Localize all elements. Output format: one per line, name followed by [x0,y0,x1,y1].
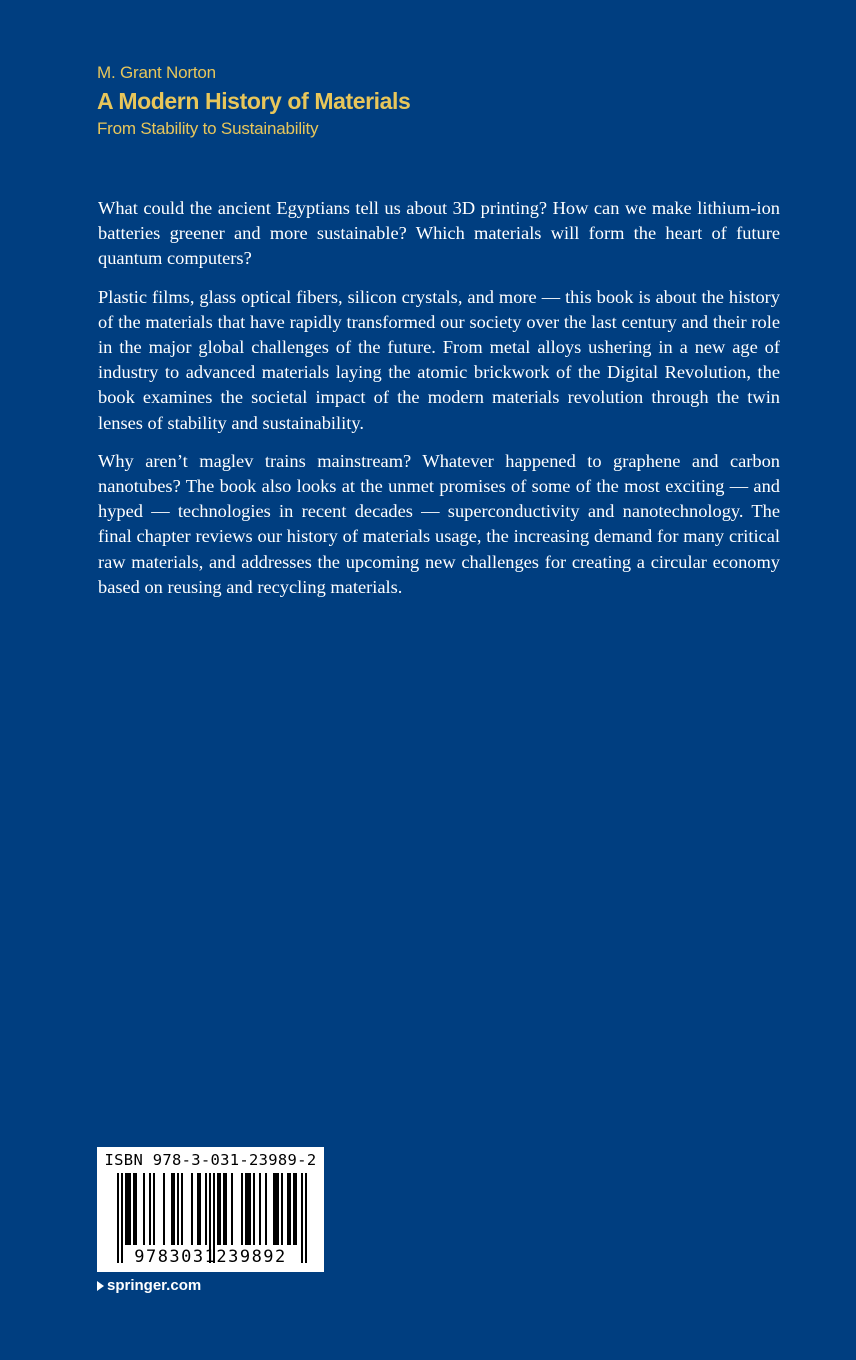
isbn-label: ISBN 978-3-031-23989-2 [104,1151,317,1169]
barcode-bar [231,1173,233,1245]
barcode-bar [275,1173,277,1245]
barcode-bar [245,1173,247,1245]
barcode-bar [181,1173,183,1245]
barcode-bar [277,1173,279,1245]
barcode-bar [259,1173,261,1245]
barcode-bar [153,1173,155,1245]
arrow-right-icon [97,1281,104,1291]
barcode-bar [253,1173,255,1245]
barcode-bar [133,1173,135,1245]
barcode-digits: 9783031239892 [134,1247,287,1267]
barcode-bar [125,1173,127,1245]
blurb-paragraph-1: What could the ancient Egyptians tell us about 3D printing? How can we make lithium-ion batteries greener and more sustainable? Which materials will form the heart of future quantum computers? [98,198,780,269]
barcode-bar [163,1173,165,1245]
barcode-bar [127,1173,129,1245]
barcode-bar [171,1173,173,1245]
blurb-paragraph-3: Why aren’t maglev trains mainstream? Whatever happened to graphene and carbon nanotubes? The book also looks at the unmet promises of some of the most exciting — and hyped — technologies in recent decades — superconductivity and nanotechnology. The final chapter reviews our history of materials usage, the increasing demand for many critical raw materials, and addresses the upcoming new challenges for creating a circular economy based on reusing and recycling materials. [98,450,780,597]
cover-header [97,62,777,141]
barcode-bar [247,1173,249,1245]
barcode-bar [289,1173,291,1245]
barcode-bar [273,1173,275,1245]
barcode-bar [129,1173,131,1245]
barcode-bar [219,1173,221,1245]
barcode-bar [295,1173,297,1245]
barcode-bar [217,1173,219,1245]
barcode-bar [223,1173,225,1245]
barcode-bar [241,1173,243,1245]
springer-link-text: springer.com [107,1277,202,1294]
barcode-bar [249,1173,251,1245]
barcode-bar [225,1173,227,1245]
barcode-bar [191,1173,193,1245]
barcode-bar [265,1173,267,1245]
barcode-bar [143,1173,145,1245]
barcode-bar [293,1173,295,1245]
isbn-barcode [97,1147,324,1272]
blurb-paragraph-2: Plastic films, glass optical fibers, silicon crystals, and more — this book is about the history of the materials that have rapidly transformed our society over the last century and their role in the major global challenges of the future. From metal alloys ushering in a new age of industry to advanced materials laying the atomic brickwork of the Digital Revolution, the book examines the societal impact of the modern materials revolution through the twin lenses of stability and sustainability. [98,286,780,433]
barcode-bar [287,1173,289,1245]
barcode-bar [149,1173,151,1245]
springer-link[interactable] [97,1276,201,1296]
barcode-bar [173,1173,175,1245]
book-title: A Modern History of Materials [97,88,411,114]
barcode-bar [281,1173,283,1245]
barcode-bar [135,1173,137,1245]
barcode-bar [177,1173,179,1245]
blurb [98,196,780,613]
author-name: M. Grant Norton [97,63,216,82]
barcode-bar [205,1173,207,1245]
barcode-bar [199,1173,201,1245]
book-subtitle: From Stability to Sustainability [97,119,319,138]
barcode-bar [197,1173,199,1245]
